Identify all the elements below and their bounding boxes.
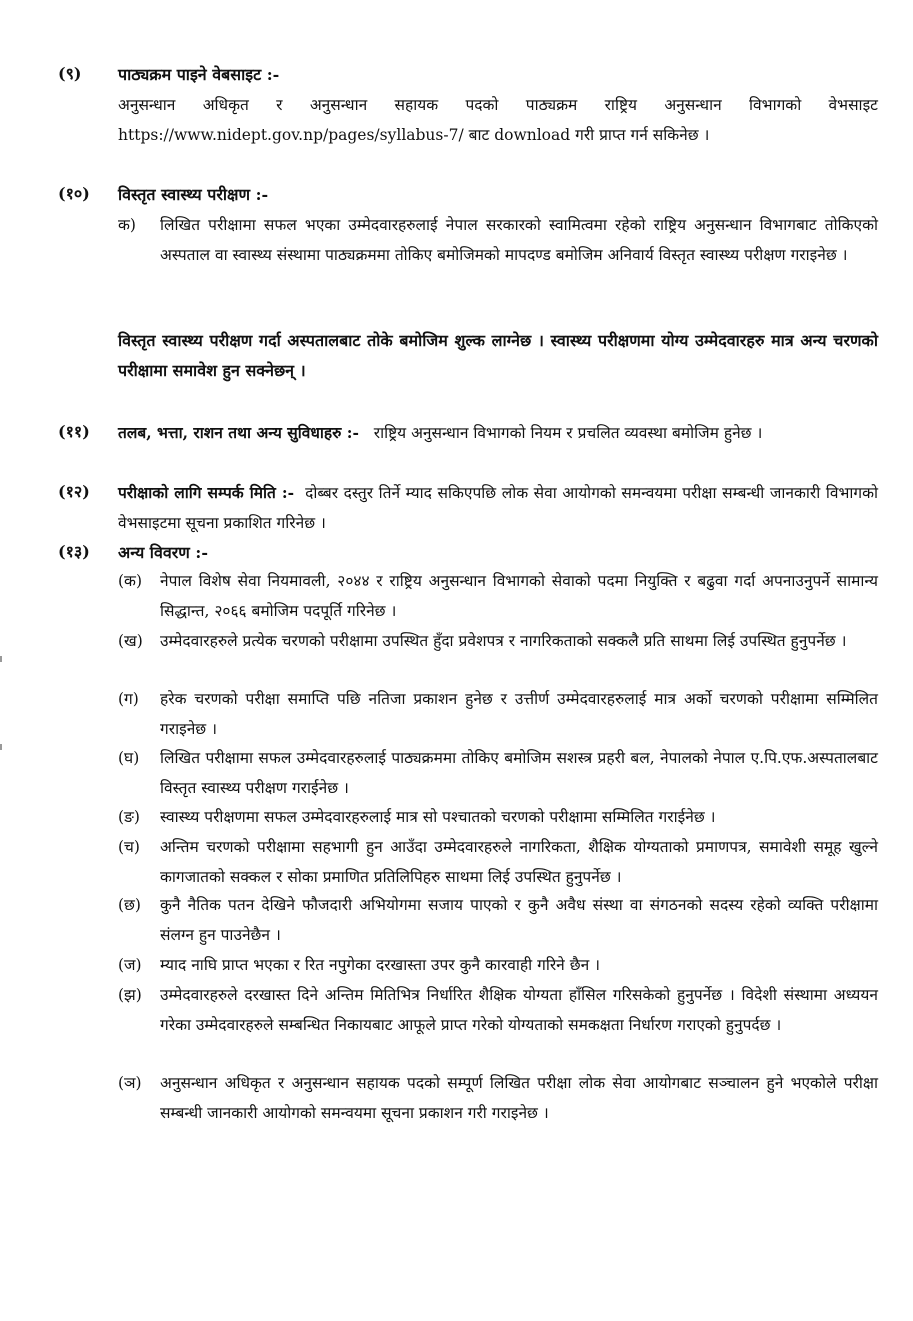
section-13-item-text: म्याद नाघि प्राप्त भएका र रित नपुगेका दरखास्ता उपर कुनै कारवाही गरिने छैन । <box>160 956 600 974</box>
section-13-item-label: (छ) <box>118 896 141 914</box>
scan-edge-mark <box>0 656 2 662</box>
section-13-item-label: (ज) <box>118 956 142 974</box>
section-10-number: (१०) <box>58 184 90 203</box>
section-13-item-label: (ख) <box>118 632 143 650</box>
section-13-item-label: (ग) <box>118 690 139 708</box>
section-13-number: (१३) <box>58 542 90 561</box>
section-13-item-label: (ञ) <box>118 1074 142 1092</box>
scan-edge-mark <box>0 744 2 750</box>
section-13-item-text: कुनै नैतिक पतन देखिने फौजदारी अभियोगमा सजाय पाएको र कुनै अवैध संस्था वा संगठनको सदस्य रहेको व्यक्ति परीक्षामा संलग्न हुन पाउनेछैन । <box>160 896 878 944</box>
section-13-title: अन्य विवरण :- <box>118 543 208 562</box>
section-13-item-label: (घ) <box>118 749 140 767</box>
section-13-item-text: उम्मेदवारहरुले दरखास्त दिने अन्तिम मितिभित्र निर्धारित शैक्षिक योग्यता हाँसिल गरिसकेको हुनुपर्नेछ । विदेशी संस्थामा अध्ययन गरेका उम्मेदवारहरुले सम्बन्धित निकायबाट आफूले प्राप्त गरेको योग्यताको समकक्षता निर्धारण गराएको हुनुपर्दछ । <box>160 986 878 1034</box>
section-9-number: (९) <box>58 64 82 83</box>
section-12-text: दोब्बर दस्तुर तिर्ने म्याद सकिएपछि लोक सेवा आयोगको समन्वयमा परीक्षा सम्बन्धी जानकारी विभागको वेभसाइटमा सूचना प्रकाशित गरिनेछ । <box>118 484 879 532</box>
section-13-item-text: अन्तिम चरणको परीक्षामा सहभागी हुन आउँदा उम्मेदवारहरुले नागरिकता, शैक्षिक योग्यताको प्रमाणपत्र, समावेशी समूह खुल्ने कागजातको सक्कल र सोका प्रमाणित प्रतिलिपिहरु साथमा लिई उपस्थित हुनुपर्नेछ । <box>160 838 878 886</box>
section-11-number: (११) <box>58 422 90 441</box>
section-13-item-text: नेपाल विशेष सेवा नियमावली, २०४४ र राष्ट्रिय अनुसन्धान विभागको सेवाको पदमा नियुक्ति र बढुवा गर्दा अपनाउनुपर्ने सामान्य सिद्धान्त, २०६६ बमोजिम पदपूर्ति गरिनेछ । <box>160 572 878 620</box>
section-9-title: पाठ्यक्रम पाइने वेबसाइट :- <box>118 65 280 84</box>
section-11-body <box>118 418 878 448</box>
section-13-item-text: अनुसन्धान अधिकृत र अनुसन्धान सहायक पदको सम्पूर्ण लिखित परीक्षा लोक सेवा आयोगबाट सञ्चालन हुने भएकोले परीक्षा सम्बन्धी जानकारी आयोगको समन्वयमा सूचना प्रकाशन गरी गराइनेछ । <box>160 1074 878 1122</box>
section-10-title: विस्तृत स्वास्थ्य परीक्षण :- <box>118 185 269 204</box>
section-13-item-label: (क) <box>118 572 142 590</box>
section-13-item-text: उम्मेदवारहरुले प्रत्येक चरणको परीक्षामा उपस्थित हुँदा प्रवेशपत्र र नागरिकताको सक्कलै प्रति साथमा लिई उपस्थित हुनुपर्नेछ । <box>160 632 847 650</box>
section-12-body <box>118 478 878 538</box>
section-9-text: अनुसन्धान अधिकृत र अनुसन्धान सहायक पदको पाठ्यक्रम राष्ट्रिय अनुसन्धान विभागको वेभसाइट https://www.nidept.gov.np/pages/syllabus-7/ बाट download गरी प्राप्त गर्न सकिनेछ । <box>118 96 878 144</box>
section-13-item-text: स्वास्थ्य परीक्षणमा सफल उम्मेदवारहरुलाई मात्र सो पश्चातको चरणको परीक्षामा सम्मिलित गराईनेछ । <box>160 808 716 826</box>
section-13-item-label: (ङ) <box>118 808 140 826</box>
section-13-item-text: हरेक चरणको परीक्षा समाप्ति पछि नतिजा प्रकाशन हुनेछ र उत्तीर्ण उम्मेदवारहरुलाई मात्र अर्को चरणको परीक्षामा सम्मिलित गराइनेछ । <box>160 690 878 738</box>
section-11-title: तलब, भत्ता, राशन तथा अन्य सुविधाहरु :- <box>118 423 359 442</box>
section-13-item-label: (झ) <box>118 986 142 1004</box>
health-exam-note: विस्तृत स्वास्थ्य परीक्षण गर्दा अस्पतालबाट तोके बमोजिम शुल्क लाग्नेछ । स्वास्थ्य परीक्षणमा योग्य उम्मेदवारहरु मात्र अन्य चरणको परीक्षामा समावेश हुन सक्नेछन् । <box>118 331 878 380</box>
section-13-item-text: लिखित परीक्षामा सफल उम्मेदवारहरुलाई पाठ्यक्रममा तोकिए बमोजिम सशस्त्र प्रहरी बल, नेपालको नेपाल ए.पि.एफ.अस्पतालबाट विस्तृत स्वास्थ्य परीक्षण गराईनेछ । <box>160 749 878 797</box>
section-10-item-text: लिखित परीक्षामा सफल भएका उम्मेदवारहरुलाई नेपाल सरकारको स्वामित्वमा रहेको राष्ट्रिय अनुसन्धान विभागबाट तोकिएको अस्पताल वा स्वास्थ्य संस्थामा पाठ्यक्रममा तोकिए बमोजिमको मापदण्ड बमोजिम अनिवार्य विस्तृत स्वास्थ्य परीक्षण गराइनेछ । <box>160 216 878 264</box>
section-12-title: परीक्षाको लागि सम्पर्क मिति :- <box>118 483 295 502</box>
section-12-number: (१२) <box>58 482 90 501</box>
section-10-item-label: क) <box>118 216 136 234</box>
section-13-item-label: (च) <box>118 838 140 856</box>
section-11-text: राष्ट्रिय अनुसन्धान विभागको नियम र प्रचलित व्यवस्था बमोजिम हुनेछ । <box>373 424 763 442</box>
